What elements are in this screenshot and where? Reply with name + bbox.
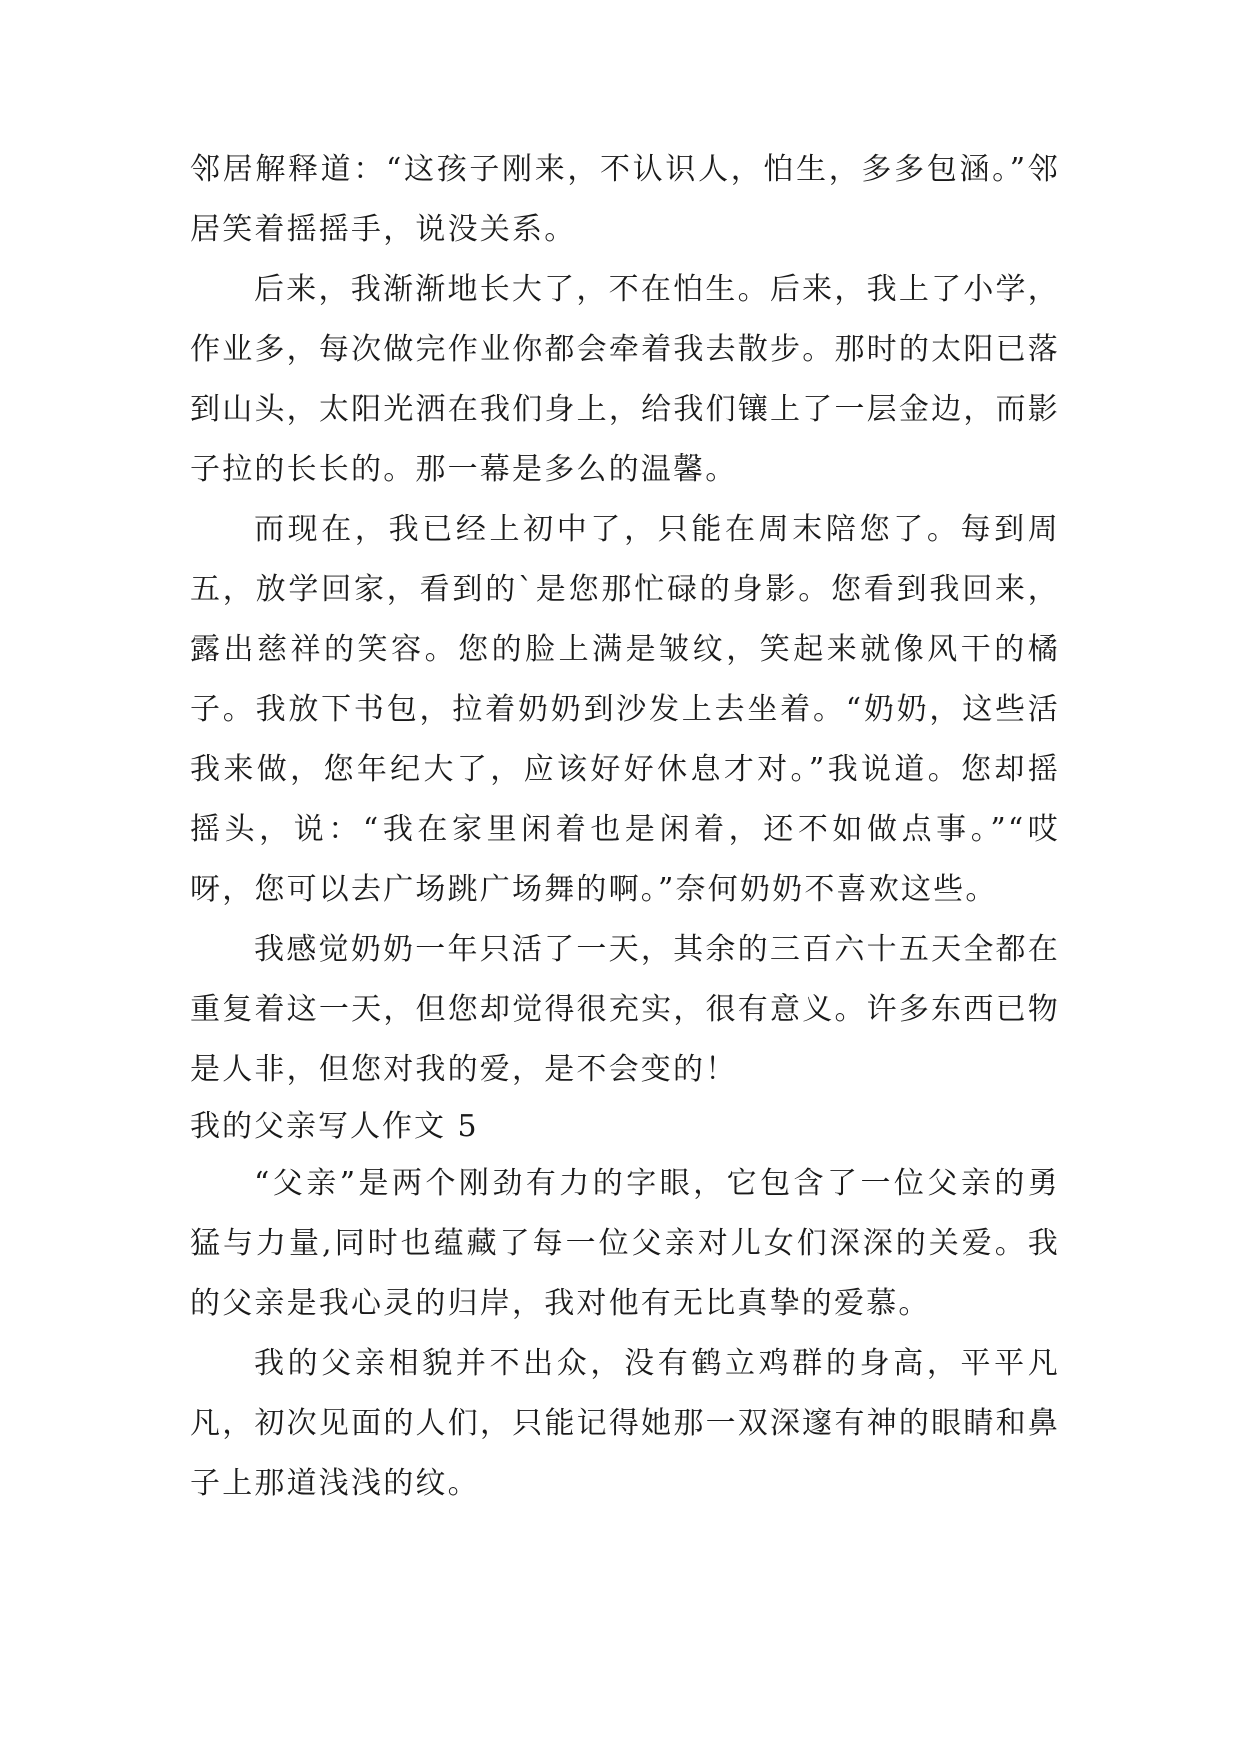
paragraph-father-appearance: 我的父亲相貌并不出众，没有鹤立鸡群的身高，平平凡凡，初次见面的人们，只能记得她那一双深邃有神的眼睛和鼻子上那道浅浅的纹。 bbox=[190, 1346, 1060, 1501]
paragraph-grandma-love: 我感觉奶奶一年只活了一天，其余的三百六十五天全都在重复着这一天，但您却觉得很充实，很有意义。许多东西已物是人非，但您对我的爱，是不会变的！ bbox=[190, 932, 1060, 1087]
paragraph-father-meaning: “父亲”是两个刚劲有力的字眼，它包含了一位父亲的勇猛与力量,同时也蕴藏了每一位父亲对儿女们深深的关爱。我的父亲是我心灵的归岸，我对他有无比真挚的爱慕。 bbox=[190, 1166, 1060, 1321]
paragraph-neighbor-explains: 邻居解释道：“这孩子刚来，不认识人，怕生，多多包涵。”邻居笑着摇摇手，说没关系。 bbox=[190, 152, 1060, 247]
section-title: 我的父亲写人作文 5 bbox=[190, 1109, 479, 1144]
paragraph-middle-school: 而现在，我已经上初中了，只能在周末陪您了。每到周五，放学回家，看到的`是您那忙碌的身影。您看到我回来，露出慈祥的笑容。您的脸上满是皱纹，笑起来就像风干的橘子。我放下书包，拉着奶奶到沙发上去坐着。“奶奶，这些活我来做，您年纪大了，应该好好休息才对。”我说道。您却摇摇头，说：“我在家里闲着也是闲着，还不如做点事。”“哎呀，您可以去广场跳广场舞的啊。”奈何奶奶不喜欢这些。 bbox=[190, 512, 1060, 907]
text-column bbox=[190, 140, 1060, 1514]
paragraph-growing-up: 后来，我渐渐地长大了，不在怕生。后来，我上了小学，作业多，每次做完作业你都会牵着我去散步。那时的太阳已落到山头，太阳光洒在我们身上，给我们镶上了一层金边，而影子拉的长长的。那一幕是多么的温馨。 bbox=[190, 272, 1060, 487]
